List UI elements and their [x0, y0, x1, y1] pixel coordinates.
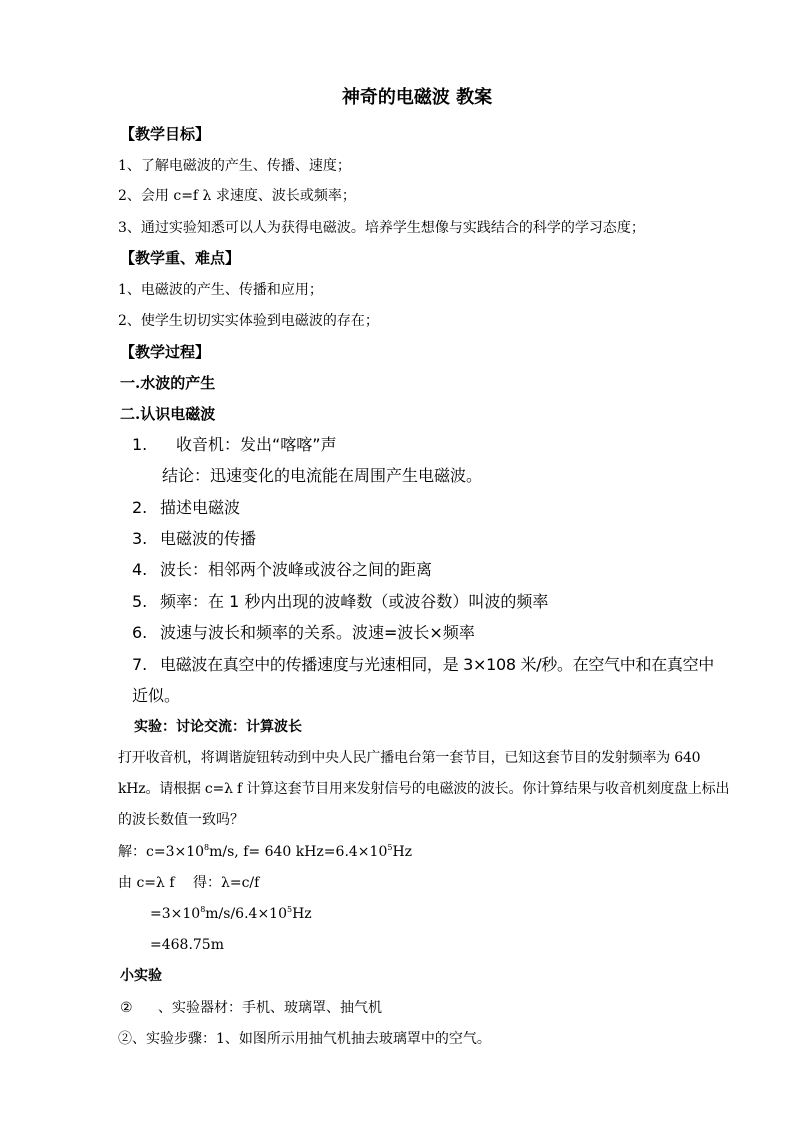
solution-step-b: m/s/6.4×10: [205, 906, 287, 922]
list-item-7-num: 7.: [132, 655, 148, 674]
list-item-6-num: 6.: [132, 623, 148, 642]
solution-f-exp: 5: [387, 843, 393, 852]
list-item-4-text: 波长：相邻两个波峰或波谷之间的距离: [160, 560, 433, 579]
list-item-1-num: 1.: [132, 435, 148, 454]
list-item-2-num: 2.: [132, 498, 148, 517]
list-item-conclusion: 结论：迅速变化的电流能在周围产生电磁波。: [162, 466, 483, 485]
page-title: 神奇的电磁波 教案: [341, 87, 493, 108]
solution-hz: Hz: [392, 844, 413, 860]
solution-c: c=3×10: [146, 844, 205, 860]
goal-3: 3、通过实验知悉可以人为获得电磁波。培养学生想像与实践结合的科学的学习态度；: [118, 220, 645, 236]
solution-line-2: 由 c=λ f 得：λ=c/f: [118, 875, 260, 891]
solution-line-4: =468.75m: [150, 937, 224, 953]
solution-label: 解：: [118, 844, 146, 860]
solution-step-a: =3×10: [150, 906, 201, 922]
goal-1: 1、了解电磁波的产生、传播、速度；: [118, 158, 351, 174]
small-experiment-item-1-text: 、实验器材：手机、玻璃罩、抽气机: [158, 1000, 382, 1016]
experiment-para-line-3: 的波长数值一致吗？: [118, 812, 244, 828]
small-experiment-heading: 小实验: [120, 968, 162, 984]
key-2: 2、使学生切切实实体验到电磁波的存在；: [118, 313, 379, 329]
solution-c-exp: 8: [204, 843, 210, 852]
list-item-2-text: 描述电磁波: [160, 498, 241, 517]
solution-line-3: [150, 904, 312, 924]
list-item-4-num: 4.: [132, 560, 148, 579]
list-item-6-text: 波速与波长和频率的关系。波速=波长×频率: [160, 623, 475, 642]
solution-step-b-exp: 5: [286, 905, 293, 914]
part-1-heading: 一.水波的产生: [120, 374, 216, 392]
solution-f: m/s, f= 640 kHz=6.4×10: [209, 844, 388, 860]
list-item-7-cont: 近似。: [132, 686, 181, 705]
experiment-para-line-2: kHz。请根据 c=λ f 计算这套节目用来发射信号的电磁波的波长。你计算结果与收音机刻度盘上标出: [118, 781, 730, 797]
experiment-heading: 实验：讨论交流：计算波长: [134, 719, 302, 735]
solution-line-1: [118, 842, 412, 862]
part-2-heading: 二.认识电磁波: [120, 405, 216, 423]
list-item-3-num: 3.: [132, 529, 148, 548]
solution-step-a-exp: 8: [200, 905, 206, 914]
goal-2: 2、会用 c=f λ 求速度、波长或频率；: [118, 188, 356, 204]
process-heading: 【教学过程】: [120, 343, 211, 361]
list-item-5-num: 5.: [132, 592, 148, 611]
small-experiment-item-1-mark: ②: [120, 1000, 133, 1016]
goals-heading: 【教学目标】: [120, 125, 211, 143]
experiment-para-line-1: 打开收音机，将调谐旋钮转动到中央人民广播电台第一套节目，已知这套节目的发射频率为 640: [118, 750, 701, 766]
small-experiment-item-2: ②、实验步骤：1、如图所示用抽气机抽去玻璃罩中的空气。: [118, 1031, 491, 1047]
key-1: 1、电磁波的产生、传播和应用；: [118, 282, 323, 298]
solution-step-c: Hz: [292, 906, 312, 922]
key-heading: 【教学重、难点】: [120, 249, 241, 267]
list-item-3-text: 电磁波的传播: [160, 529, 257, 548]
list-item-1-text: 收音机：发出“喀喀”声: [176, 435, 337, 454]
list-item-7-text: 电磁波在真空中的传播速度与光速相同，是 3×108 米/秒。在空气中和在真空中: [160, 655, 714, 674]
list-item-5-text: 频率：在 1 秒内出现的波峰数（或波谷数）叫波的频率: [160, 592, 549, 611]
